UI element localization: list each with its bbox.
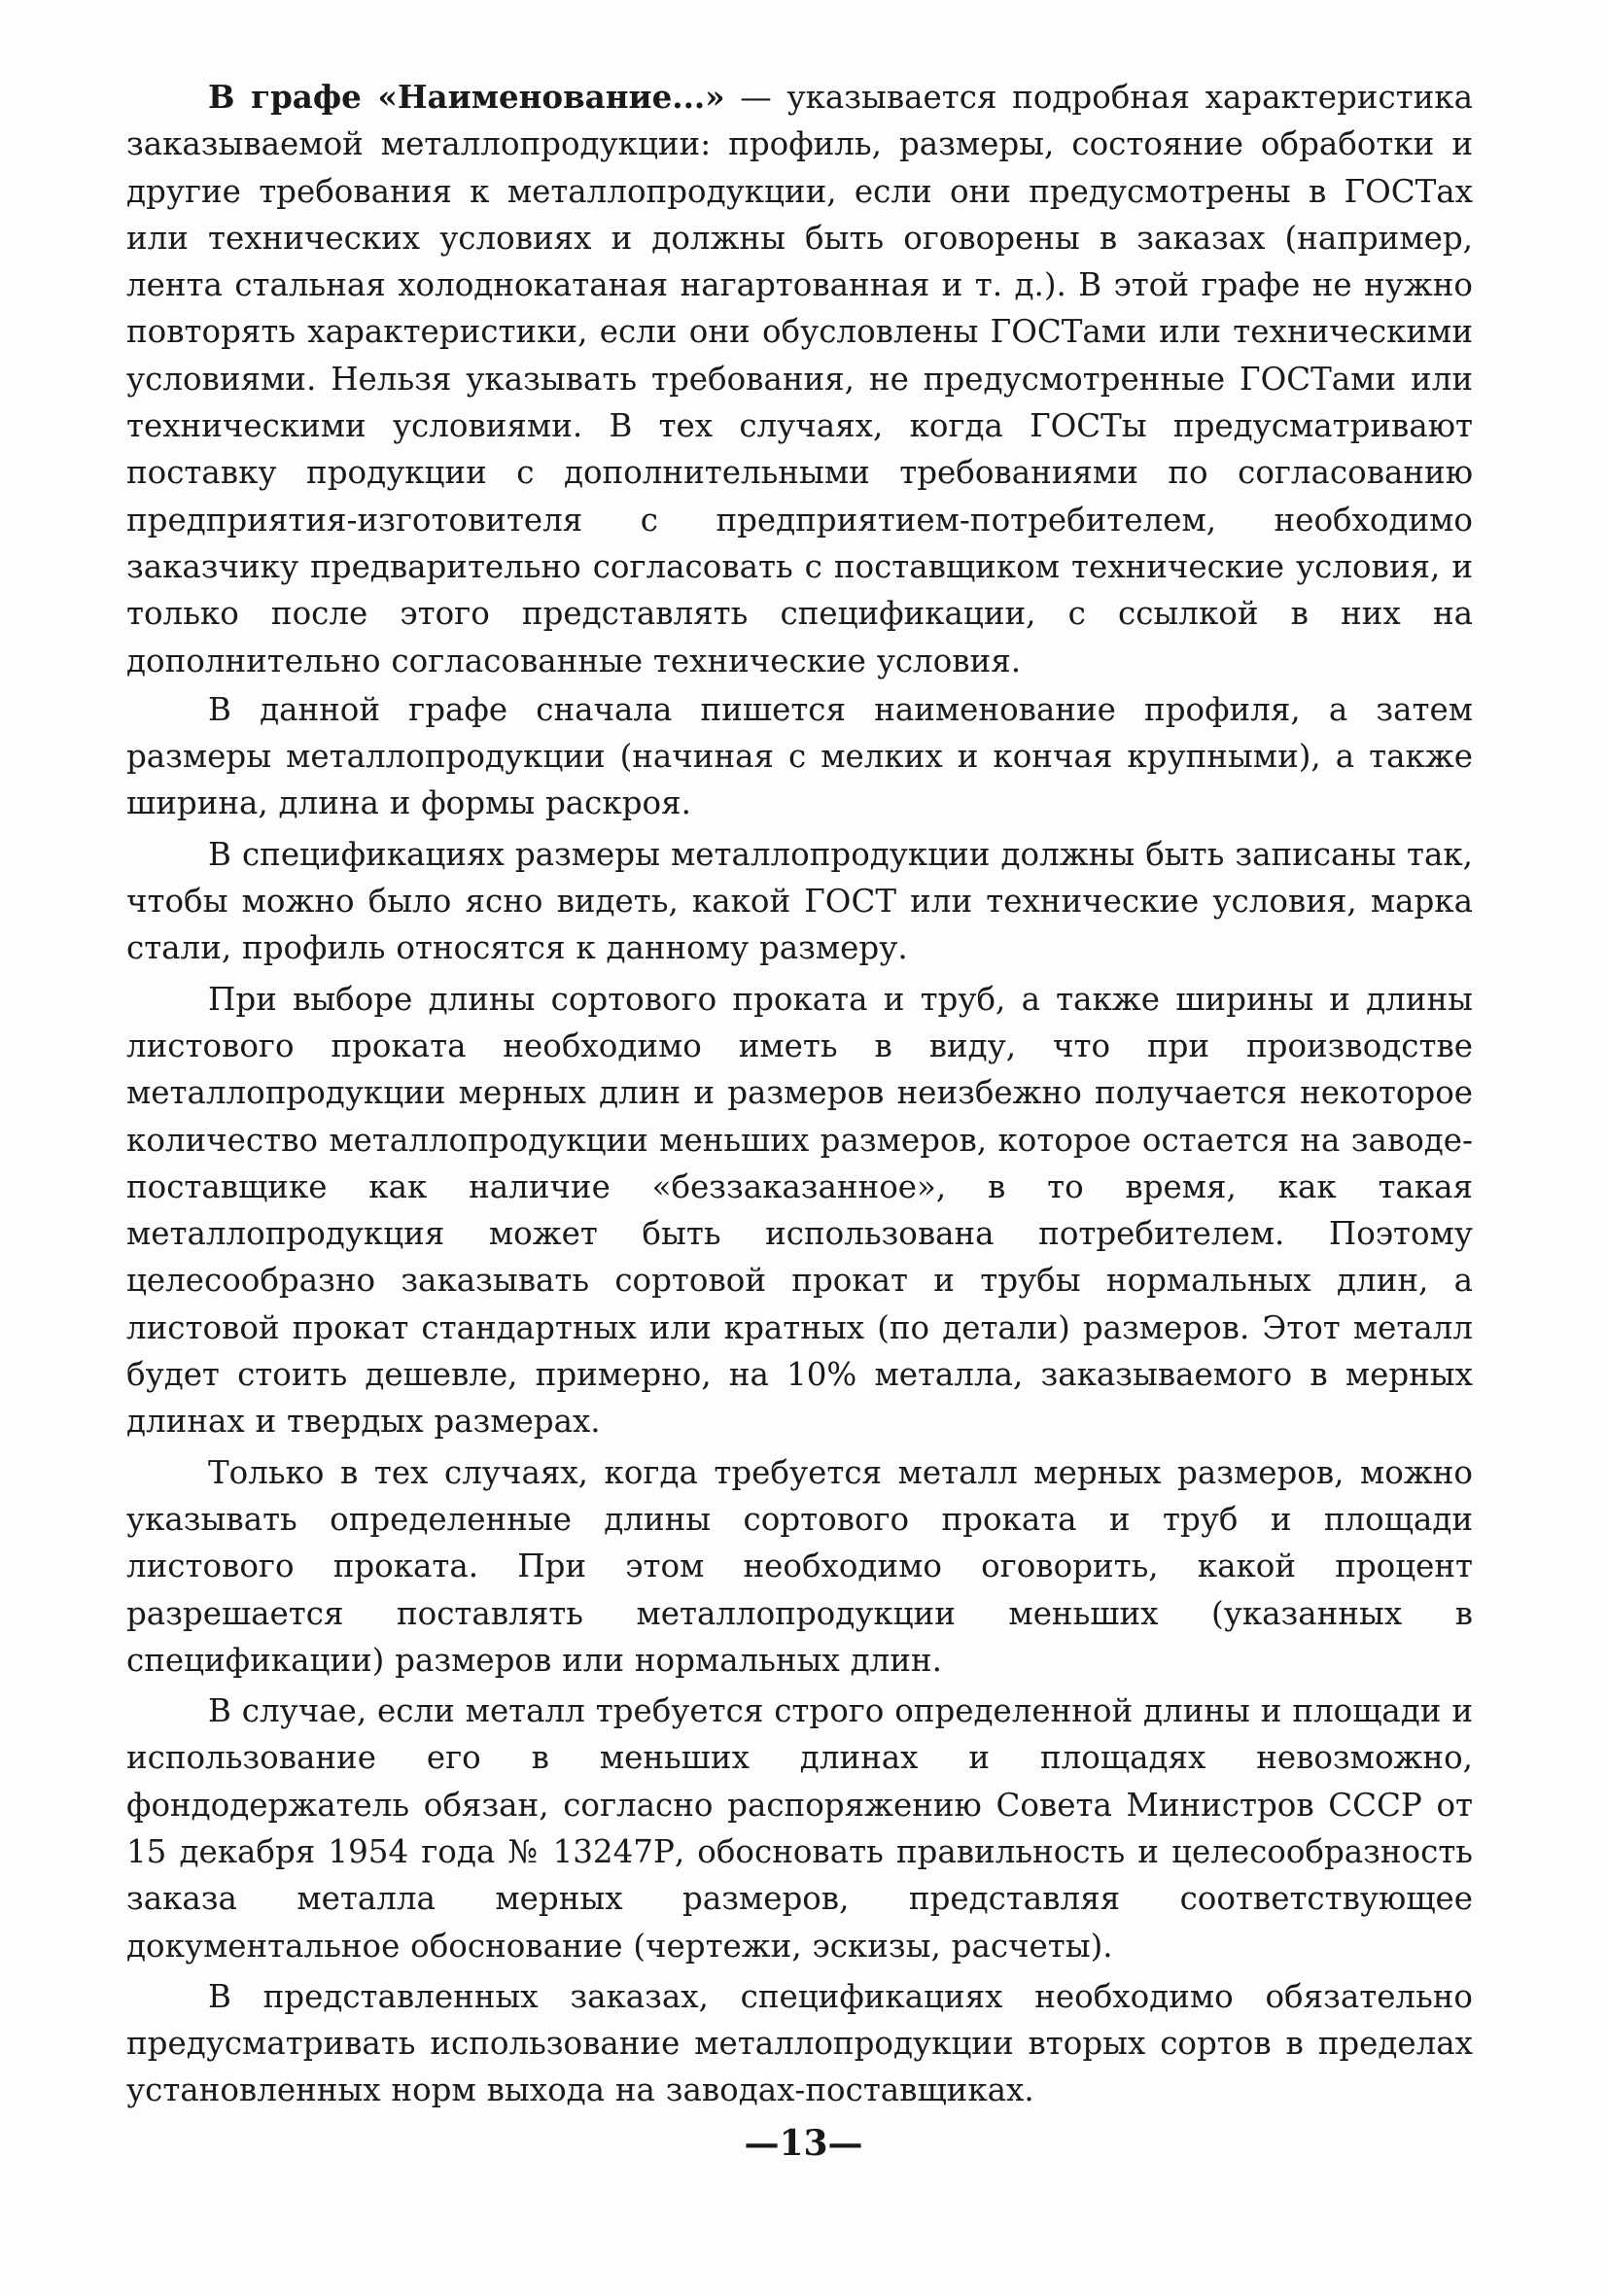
paragraph-1-text: — указывается подробная характеристика заказываемой металлопродукции: профиль, размеры, состояние обработки и другие требования к металлопродукции, если они предусмотрены в ГОСТах или технических условиях и должны быть оговорены в заказах (например, лента стальная холоднокатаная нагартованная и т. д.). В этой графе не нужно повторять характеристики, если они обусловлены ГОСТами или техническими условиями. Нельзя указывать требования, не предусмотренные ГОСТами или техническими условиями. В тех случаях, когда ГОСТы предусматривают поставку продукции с дополнительными требованиями по согласованию предприятия-изготовителя с предприятием-потребителем, необходимо заказчику предварительно согласовать с поставщиком технические условия, и только после этого представлять спецификации, с ссылкой в них на дополнительно согласованные технические условия. [126, 79, 1473, 679]
paragraph-2: В данной графе сначала пишется наименование профиля, а затем размеры металлопродукции (начиная с мелких и кончая крупными), а также ширина, длина и формы раскроя. [126, 690, 1473, 822]
page-number: —13— [744, 2123, 863, 2164]
paragraph-1 [126, 74, 1473, 684]
paragraph-4: При выборе длины сортового проката и труб, а также ширины и длины листового проката необходимо иметь в виду, что при производстве металлопродукции мерных длин и размеров неизбежно получается некоторое количество металлопродукции меньших размеров, которое остается на заводе-поставщике как наличие «беззаказанное», в то время, как такая металлопродукция может быть использована потребителем. Поэтому целесообразно заказывать сортовой прокат и трубы нормальных длин, а листовой прокат стандартных или кратных (по детали) размеров. Этот металл будет стоить дешевле, примерно, на 10% металла, заказываемого в мерных длинах и твердых размерах. [126, 980, 1473, 1441]
paragraph-7: В представленных заказах, спецификациях необходимо обязательно предусматривать использование металлопродукции вторых сортов в пределах установленных норм выхода на заводах-поставщиках. [126, 1977, 1473, 2109]
paragraph-6: В случае, если металл требуется строго определенной длины и площади и использование его в меньших длинах и площадях невозможно, фондодержатель обязан, согласно распоряжению Совета Министров СССР от 15 декабря 1954 года № 13247Р, обосновать правильность и целесообразность заказа металла мерных размеров, представляя соответствующее документальное обоснование (чертежи, эскизы, расчеты). [126, 1692, 1473, 1965]
paragraph-3: В спецификациях размеры металлопродукции должны быть записаны так, чтобы можно было ясно видеть, какой ГОСТ или технические условия, марка стали, профиль относятся к данному размеру. [126, 835, 1473, 967]
column-name-lead: В графе «Наименование...» [208, 78, 725, 116]
page-body [126, 74, 1473, 2118]
paragraph-5: Только в тех случаях, когда требуется металл мерных размеров, можно указывать определенные длины сортового проката и труб и площади листового проката. При этом необходимо оговорить, какой процент разрешается поставлять металлопродукции меньших (указанных в спецификации) размеров или нормальных длин. [126, 1453, 1473, 1679]
